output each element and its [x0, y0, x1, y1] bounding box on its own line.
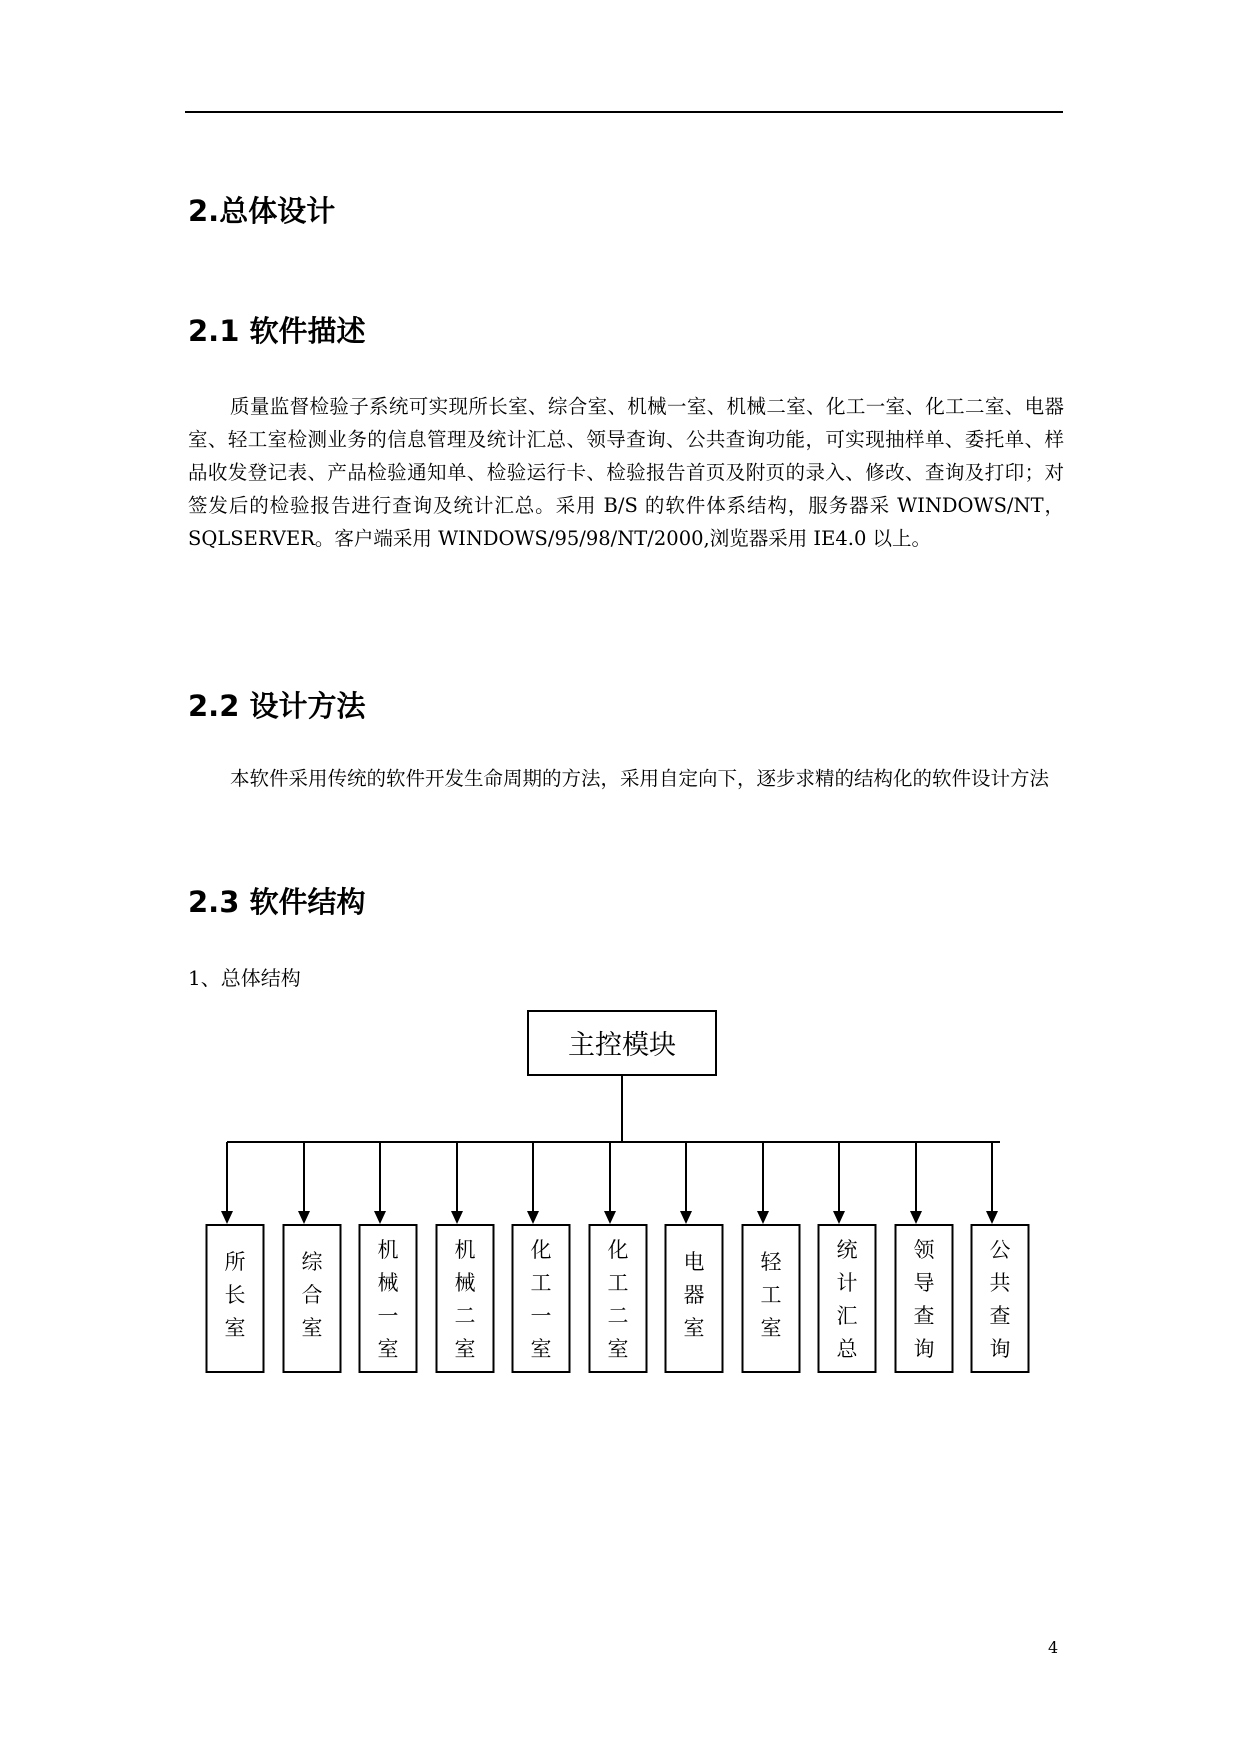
- section-title: 2.总体设计: [188, 194, 336, 228]
- module-label-char: 询: [913, 1337, 935, 1361]
- arrow-head-icon: [374, 1211, 386, 1224]
- module-label-char: 工: [607, 1271, 629, 1295]
- heading-design-method: 2.2 设计方法: [188, 689, 366, 723]
- arrow-head-icon: [833, 1211, 845, 1224]
- module-label-char: 室: [301, 1316, 323, 1340]
- arrow-head-icon: [680, 1211, 692, 1224]
- module-label-char: 室: [607, 1337, 629, 1361]
- module-label-char: 室: [224, 1316, 246, 1340]
- module-label-char: 机: [377, 1238, 399, 1262]
- module-label-char: 轻: [760, 1250, 782, 1274]
- module-label-char: 二: [607, 1304, 629, 1328]
- module-label-char: 统: [836, 1238, 858, 1262]
- module-label-char: 综: [301, 1250, 323, 1274]
- module-label-char: 械: [377, 1271, 399, 1295]
- module-label-char: 化: [607, 1238, 629, 1262]
- module-label-char: 电: [683, 1250, 705, 1274]
- module-label-char: 所: [224, 1250, 246, 1274]
- module-label-char: 器: [683, 1283, 705, 1307]
- module-label-char: 一: [377, 1304, 399, 1328]
- page-number: 4: [1048, 1638, 1059, 1657]
- module-label-char: 汇: [836, 1304, 858, 1328]
- module-label-char: 领: [913, 1238, 935, 1262]
- arrow-head-icon: [451, 1211, 463, 1224]
- heading-software-description: 2.1 软件描述: [188, 314, 366, 348]
- module-label-char: 二: [454, 1304, 476, 1328]
- module-label-char: 械: [454, 1271, 476, 1295]
- module-label-char: 室: [683, 1316, 705, 1340]
- module-label-char: 室: [530, 1337, 552, 1361]
- heading-software-structure: 2.3 软件结构: [188, 885, 366, 919]
- subheading-overall-structure: 1、总体结构: [188, 966, 301, 990]
- module-label-char: 长: [224, 1283, 246, 1307]
- module-label-char: 室: [377, 1337, 399, 1361]
- module-label-char: 化: [530, 1238, 552, 1262]
- module-label-char: 机: [454, 1238, 476, 1262]
- arrow-head-icon: [221, 1211, 233, 1224]
- arrow-head-icon: [910, 1211, 922, 1224]
- module-label-char: 导: [913, 1271, 935, 1295]
- module-label-char: 公: [989, 1238, 1011, 1262]
- module-label-char: 共: [989, 1271, 1011, 1295]
- module-label-char: 合: [301, 1283, 323, 1307]
- module-label-char: 询: [989, 1337, 1011, 1361]
- paragraph-software-description: 质量监督检验子系统可实现所长室、综合室、机械一室、机械二室、化工一室、化工二室、电器室、轻工室检测业务的信息管理及统计汇总、领导查询、公共查询功能，可实现抽样单、委托单、样品收发登记表、产品检验通知单、检验运行卡、检验报告首页及附页的录入、修改、查询及打印；对签发后的检验报告进行查询及统计汇总。采用 B/S 的软件体系结构，服务器采 WINDOWS/NT，SQLSERVER。客户端采用 WINDOWS/95/98/NT/2000,浏览器采用 IE4.0 以上。: [188, 395, 1064, 550]
- module-label-char: 室: [760, 1316, 782, 1340]
- root-module-label: 主控模块: [568, 1030, 676, 1061]
- arrow-head-icon: [604, 1211, 616, 1224]
- arrow-head-icon: [527, 1211, 539, 1224]
- module-label-char: 室: [454, 1337, 476, 1361]
- module-label-char: 一: [530, 1304, 552, 1328]
- module-label-char: 查: [989, 1304, 1011, 1328]
- module-label-char: 工: [760, 1283, 782, 1307]
- module-label-char: 工: [530, 1271, 552, 1295]
- module-label-char: 总: [836, 1337, 858, 1361]
- arrow-head-icon: [986, 1211, 998, 1224]
- arrow-head-icon: [757, 1211, 769, 1224]
- module-label-char: 计: [836, 1271, 858, 1295]
- arrow-head-icon: [298, 1211, 310, 1224]
- module-label-char: 查: [913, 1304, 935, 1328]
- paragraph-design-method: 本软件采用传统的软件开发生命周期的方法，采用自定向下，逐步求精的结构化的软件设计方法: [230, 767, 1050, 790]
